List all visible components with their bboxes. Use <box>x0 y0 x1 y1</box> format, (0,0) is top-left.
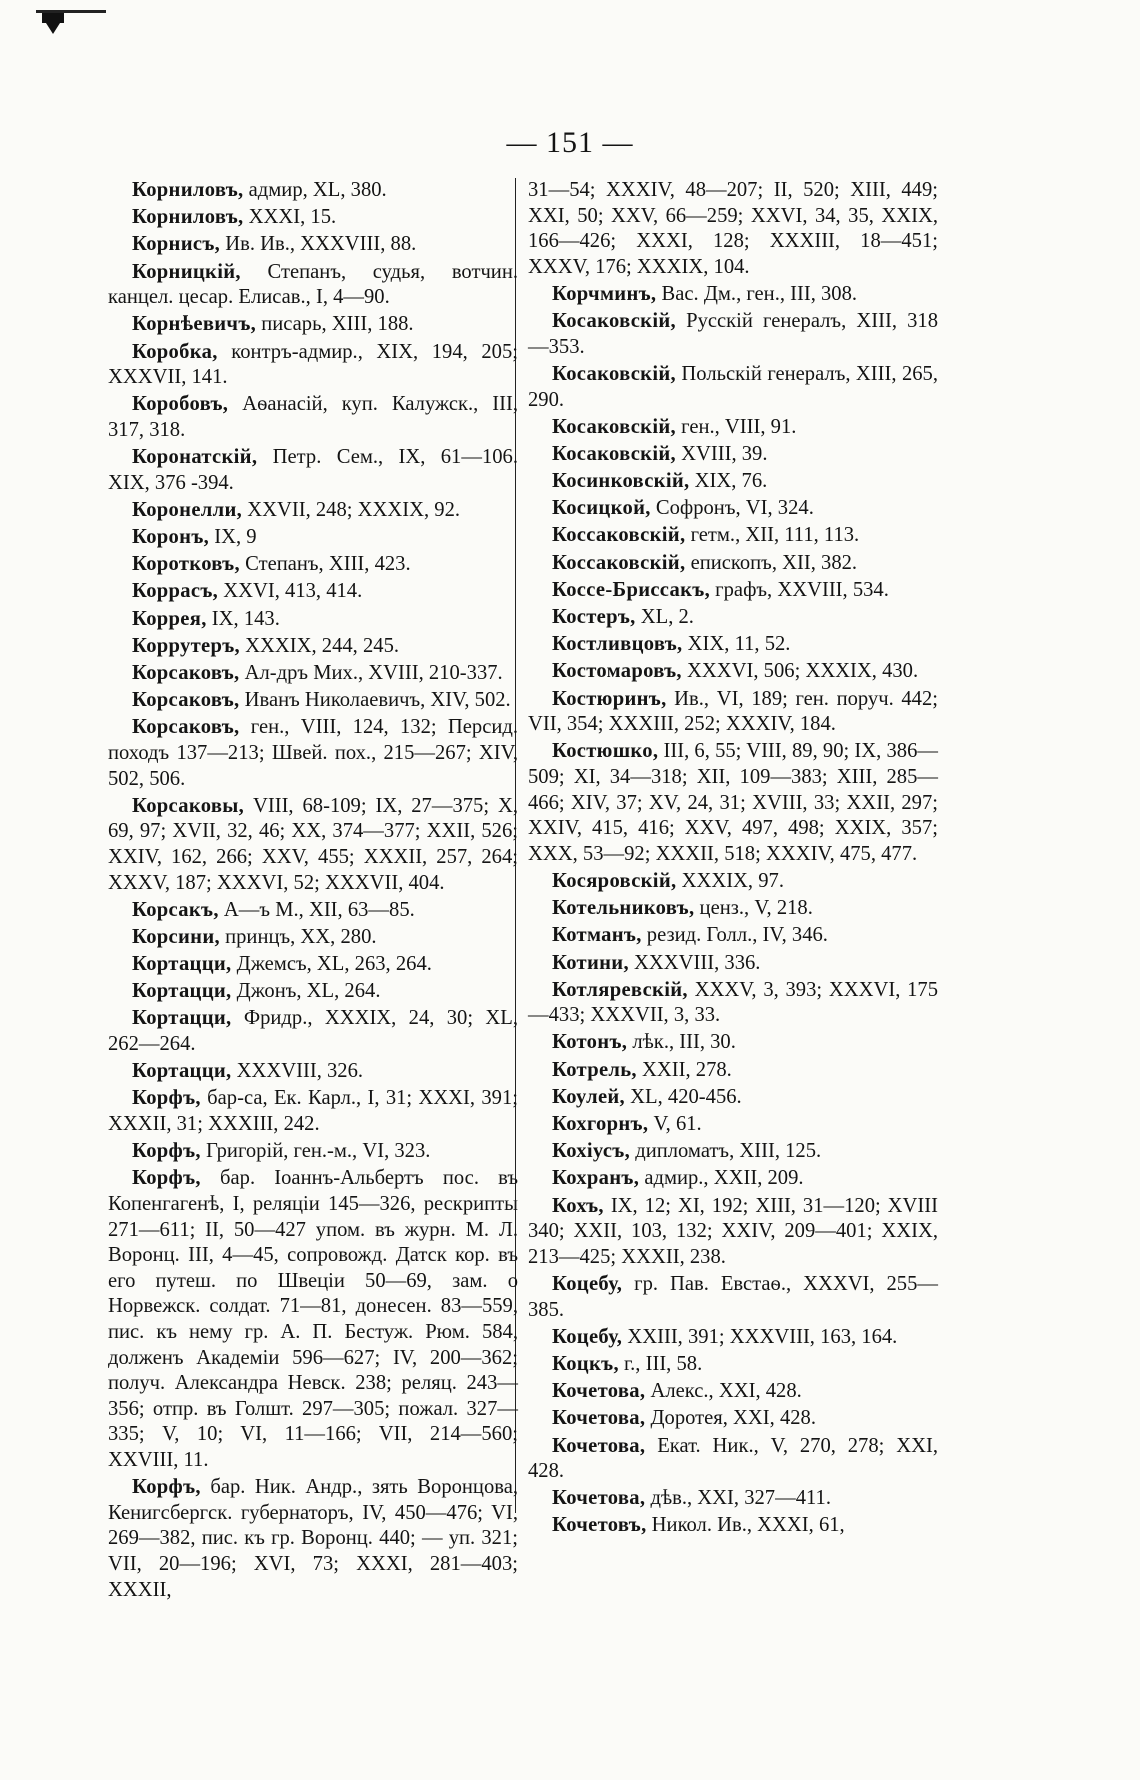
entry-text: лѣк., III, 30. <box>627 1031 736 1054</box>
entry-text: ген., VIII, 124, 132; Персид. походъ 137—213; Швей. пох., 215—267; XIV, 502, 506. <box>108 716 518 790</box>
entry-text: XIX, 76. <box>689 470 768 493</box>
index-entry <box>108 340 518 391</box>
entry-headword: Кочетова, <box>552 1380 646 1403</box>
entry-headword: Коцебу, <box>552 1272 623 1295</box>
entry-headword: Корчминъ, <box>552 282 657 305</box>
entry-text: Григорій, ген.-м., VI, 323. <box>200 1140 431 1163</box>
right-column <box>528 178 938 1541</box>
entry-text: IX, 9 <box>209 526 257 549</box>
entry-headword: Коссаковскій, <box>552 524 686 547</box>
entry-text: IX, 143. <box>206 607 280 630</box>
index-entry <box>528 362 938 413</box>
entry-headword: Кортацци, <box>132 980 232 1003</box>
index-entry <box>108 794 518 896</box>
entry-headword: Кохгорнъ, <box>552 1113 649 1136</box>
index-entry <box>528 896 938 922</box>
entry-headword: Коробка, <box>132 340 218 363</box>
entry-text: Ив., VI, 189; ген. поруч. 442; VII, 354; XXXIII, 252; XXXIV, 184. <box>528 687 938 736</box>
entry-text: XXVI, 413, 414. <box>218 580 363 603</box>
entry-headword: Котляревскій, <box>552 978 688 1001</box>
entry-headword: Кочетова, <box>552 1434 646 1457</box>
index-entry <box>528 282 938 308</box>
index-entry <box>528 1272 938 1323</box>
entry-headword: Кортацци, <box>132 953 232 976</box>
index-entry <box>528 739 938 867</box>
entry-headword: Корфъ, <box>132 1167 201 1190</box>
entry-headword: Косинковскій, <box>552 470 690 493</box>
entry-headword: Коррутеръ, <box>132 634 240 657</box>
index-entry <box>108 1139 518 1165</box>
index-entry <box>108 445 518 496</box>
index-entry <box>528 523 938 549</box>
index-entry <box>528 869 938 895</box>
entry-headword: Косаковскій, <box>552 415 676 438</box>
entry-headword: Костливцовъ, <box>552 633 683 656</box>
index-entry <box>528 1434 938 1485</box>
entry-headword: Косаковскій, <box>552 310 676 333</box>
index-entry <box>108 205 518 231</box>
entry-text: XXXVIII, 326. <box>231 1060 364 1083</box>
index-entry <box>108 1475 518 1603</box>
entry-headword: Корсаковы, <box>132 794 245 817</box>
entry-text: XXXVI, 506; XXXIX, 430. <box>681 660 919 683</box>
entry-text: Никол. Ив., XXXI, 61, <box>646 1514 845 1537</box>
entry-headword: Корниловъ, <box>132 206 244 229</box>
entry-text: XXII, 278. <box>636 1058 732 1081</box>
entry-text: XL, 2. <box>635 606 694 629</box>
entry-text: XXXIX, 244, 245. <box>240 634 400 657</box>
entry-headword: Кохіусъ, <box>552 1140 631 1163</box>
entry-headword: Кортацци, <box>132 1007 232 1030</box>
entry-headword: Котрель, <box>552 1058 637 1081</box>
entry-text: Ал-дръ Мих., XVIII, 210-337. <box>239 662 503 684</box>
entry-headword: Корсаковъ, <box>132 716 240 739</box>
entry-text: Степанъ, судья, вотчин. канцел. цесар. Елисав., I, 4—90. <box>108 260 518 309</box>
entry-headword: Коронъ, <box>132 526 210 549</box>
entry-headword: Костеръ, <box>552 606 636 629</box>
entry-headword: Косаковскій, <box>552 362 676 385</box>
entry-text: Джонъ, XL, 264. <box>231 980 381 1003</box>
index-entry <box>528 309 938 360</box>
entry-headword: Коссе-Бриссакъ, <box>552 578 711 601</box>
entry-headword: Коробовъ, <box>132 393 229 416</box>
index-entry <box>528 605 938 631</box>
entry-headword: Кортацци, <box>132 1060 232 1083</box>
index-entry <box>108 1166 518 1473</box>
entry-text: резид. Голл., IV, 346. <box>641 924 828 947</box>
index-entry <box>528 1112 938 1138</box>
entry-text: Доротея, XXI, 428. <box>645 1407 816 1430</box>
entry-headword: Корфъ, <box>132 1140 201 1163</box>
index-entry <box>528 632 938 658</box>
entry-headword: Котонъ, <box>552 1031 628 1054</box>
entry-text: гр. Пав. Евстаѳ., XXXVI, 255—385. <box>528 1272 938 1321</box>
index-entry <box>528 1194 938 1271</box>
entry-headword: Корнисъ, <box>132 233 221 256</box>
entry-headword: Кочетова, <box>552 1407 646 1430</box>
index-entry <box>108 552 518 578</box>
index-entry-continuation <box>528 178 938 280</box>
index-entry <box>528 469 938 495</box>
entry-text: V, 61. <box>648 1113 702 1136</box>
page-number: — 151 — <box>506 126 634 159</box>
entry-headword: Косицкой, <box>552 497 651 520</box>
index-entry <box>528 496 938 522</box>
entry-text: дипломатъ, XIII, 125. <box>630 1140 822 1163</box>
entry-headword: Корниловъ, <box>132 179 244 201</box>
index-entry <box>528 1486 938 1512</box>
index-entry <box>108 688 518 714</box>
entry-text: Ив. Ив., XXXVIII, 88. <box>220 233 417 256</box>
index-entry <box>528 1379 938 1405</box>
entry-text: Аѳанасій, куп. Калужск., III, 317, 318. <box>108 393 518 441</box>
index-entry <box>528 1085 938 1111</box>
index-entry <box>528 1406 938 1432</box>
index-entry <box>108 579 518 605</box>
entry-headword: Костомаровъ, <box>552 660 682 683</box>
entry-text: XVIII, 39. <box>676 442 768 465</box>
index-entry <box>108 525 518 551</box>
entry-text: XIX, 11, 52. <box>682 633 791 656</box>
entry-text: XL, 420-456. <box>625 1085 742 1108</box>
index-entry <box>528 1513 938 1539</box>
index-entry <box>528 1352 938 1378</box>
entry-text: бар. Іоаннъ-Альбертъ пос. въ Копенгагенѣ, I, реляціи 145—326, рескрипты 271—611; II, 50—427 упом. въ журн. М. Л. Воронц. III, 4—45, сопровожд. Датск кор. въ его путеш. по Швеціи 50—69, зам. о Норвежск. солдат. 71—81, донесен. 83—559, пис. къ нему гр. А. П. Бестуж. Рюм. 584, долженъ Академіи 596—627; IV, 200—362; получ. Александра Невск. 238; реляц. 243—356; отпр. въ Голшт. 297—305; пожал. 327—335; V, 10; VI, 11—166; VII, 214—560; XXVIII, 11. <box>108 1167 518 1471</box>
index-entry <box>108 898 518 924</box>
index-entry <box>528 659 938 685</box>
entry-text: Русскій генералъ, XIII, 318—353. <box>528 310 938 358</box>
index-entry <box>528 923 938 949</box>
entry-headword: Костюринъ, <box>552 687 667 710</box>
entry-text: ген., VIII, 91. <box>676 415 797 438</box>
entry-text: принцъ, XX, 280. <box>219 925 377 948</box>
entry-text: г., III, 58. <box>618 1352 703 1375</box>
entry-headword: Корницкій, <box>132 260 241 283</box>
entry-text: ценз., V, 218. <box>694 897 813 920</box>
index-entry <box>528 1166 938 1192</box>
entry-headword: Корсаковъ, <box>132 662 240 684</box>
index-entry <box>528 1058 938 1084</box>
index-entry <box>108 1006 518 1057</box>
entry-text: Иванъ Николаевичъ, XIV, 502. <box>239 689 511 712</box>
index-entry <box>528 1030 938 1056</box>
index-entry <box>528 978 938 1029</box>
entry-text: Джемсъ, XL, 263, 264. <box>231 953 432 976</box>
entry-headword: Корсини, <box>132 925 220 948</box>
entry-headword: Кочетова, <box>552 1487 646 1510</box>
entry-text: XXXIX, 97. <box>676 869 784 892</box>
index-entry <box>528 1139 938 1165</box>
entry-headword: Корсакъ, <box>132 898 219 921</box>
entry-text: бар-са, Ек. Карл., I, 31; XXXI, 391; XXXII, 31; XXXIII, 242. <box>108 1087 518 1136</box>
entry-headword: Корфъ, <box>132 1087 201 1110</box>
entry-headword: Кохранъ, <box>552 1167 640 1190</box>
index-entry <box>108 498 518 524</box>
entry-headword: Корнѣевичъ, <box>132 313 257 336</box>
index-entry <box>108 1086 518 1137</box>
entry-headword: Котельниковъ, <box>552 897 695 920</box>
entry-text: XXXVIII, 336. <box>628 951 761 974</box>
entry-text: XXXV, 3, 393; XXXVI, 175—433; XXXVII, 3, 33. <box>528 978 938 1027</box>
entry-headword: Корсаковъ, <box>132 689 240 712</box>
entry-headword: Косаковскій, <box>552 442 676 465</box>
index-entry <box>108 715 518 792</box>
entry-text: контръ-адмир., XIX, 194, 205; XXXVII, 141. <box>108 340 518 389</box>
entry-text: гетм., XII, 111, 113. <box>685 524 860 547</box>
entry-headword: Костюшко, <box>552 740 659 763</box>
index-entry <box>108 925 518 951</box>
entry-text: III, 6, 55; VIII, 89, 90; IX, 386—509; XI, 34—318; XII, 109—383; XIII, 285—466; XIV, 37; XV, 24, 31; XVIII, 33; XXII, 297; XXIV, 415, 416; XXV, 497, 498; XXIX, 357; XXX, 53—92; XXXII, 518; XXXIV, 475, 477. <box>528 740 938 865</box>
entry-text: Петр. Сем., IX, 61—106. XIX, 376 -394. <box>108 446 518 494</box>
index-entry <box>528 1325 938 1351</box>
entry-text: Екат. Ник., V, 270, 278; XXI, 428. <box>528 1434 938 1483</box>
entry-text: 31—54; XXXIV, 48—207; II, 520; XIII, 449; XXI, 50; XXV, 66—259; XXVI, 34, 35, XXIX, 166—426; XXXI, 128; XXXIII, 18—451; XXXV, 176; XXXIX, 104. <box>528 179 938 278</box>
index-entry <box>108 607 518 633</box>
entry-text: адмир., XXII, 209. <box>639 1167 804 1190</box>
entry-text: Софронъ, VI, 324. <box>650 497 814 520</box>
entry-text: XXXI, 15. <box>243 206 337 229</box>
entry-text: Вас. Дм., ген., III, 308. <box>656 282 858 305</box>
entry-headword: Коротковъ, <box>132 553 240 576</box>
index-entry <box>108 392 518 443</box>
index-entry <box>108 178 518 204</box>
index-entry <box>528 551 938 577</box>
entry-headword: Кохъ, <box>552 1194 604 1217</box>
entry-headword: Коцебу, <box>552 1325 623 1348</box>
index-entry <box>528 442 938 468</box>
index-entry <box>108 232 518 258</box>
entry-text: епископъ, XII, 382. <box>685 551 858 574</box>
index-entry <box>528 415 938 441</box>
entry-text: XXVII, 248; XXXIX, 92. <box>242 498 461 521</box>
index-entry <box>108 634 518 660</box>
entry-headword: Коссаковскій, <box>552 551 686 574</box>
entry-headword: Коцкъ, <box>552 1352 619 1375</box>
entry-text: Польскій генералъ, XIII, 265, 290. <box>528 362 938 411</box>
entry-text: графъ, XXVIII, 534. <box>710 578 889 601</box>
index-entry <box>108 312 518 338</box>
index-entry <box>528 578 938 604</box>
entry-text: Фридр., XXXIX, 24, 30; XL, 262—264. <box>108 1007 518 1056</box>
index-entry <box>108 1059 518 1085</box>
corner-ink-mark <box>36 4 106 38</box>
entry-text: бар. Ник. Андр., зять Воронцова, Кенигсбергск. губернаторъ, IV, 450—476; VI, 269—382, пис. къ гр. Воронц. 440; — уп. 321; VII, 20—196; XVI, 73; XXXI, 281—403; XXXII, <box>108 1476 518 1601</box>
entry-headword: Котманъ, <box>552 924 642 947</box>
entry-text: Степанъ, XIII, 423. <box>239 553 411 576</box>
index-entry <box>108 661 518 687</box>
entry-text: дѣв., XXI, 327—411. <box>645 1487 831 1510</box>
left-column <box>108 178 518 1605</box>
index-entry <box>528 951 938 977</box>
entry-headword: Коррея, <box>132 607 207 630</box>
entry-headword: Котини, <box>552 951 629 974</box>
entry-text: А—ъ М., XII, 63—85. <box>218 898 415 921</box>
entry-text: XXIII, 391; XXXVIII, 163, 164. <box>622 1325 898 1348</box>
entry-text: писарь, XIII, 188. <box>256 313 414 336</box>
index-entry <box>528 687 938 738</box>
entry-headword: Коулей, <box>552 1085 626 1108</box>
entry-text: IX, 12; XI, 192; XIII, 31—120; XVIII 340; XXII, 103, 132; XXIV, 209—401; XXIX, 213—425; XXXII, 238. <box>528 1194 938 1268</box>
index-entry <box>108 952 518 978</box>
entry-headword: Косяровскій, <box>552 869 677 892</box>
entry-text: адмир, XL, 380. <box>243 179 387 201</box>
entry-headword: Корфъ, <box>132 1476 201 1499</box>
entry-text: VIII, 68-109; IX, 27—375; X, 69, 97; XVII, 32, 46; XX, 374—377; XXII, 526; XXIV, 162, 266; XXV, 455; XXXII, 257, 264; XXXV, 187; XXXVI, 52; XXXVII, 404. <box>108 794 518 894</box>
index-entry <box>108 260 518 311</box>
entry-headword: Коррасъ, <box>132 580 219 603</box>
entry-headword: Коронатскій, <box>132 446 258 469</box>
entry-headword: Коронелли, <box>132 498 243 521</box>
entry-headword: Кочетовъ, <box>552 1514 647 1537</box>
entry-text: Алекс., XXI, 428. <box>645 1380 802 1403</box>
index-entry <box>108 979 518 1005</box>
